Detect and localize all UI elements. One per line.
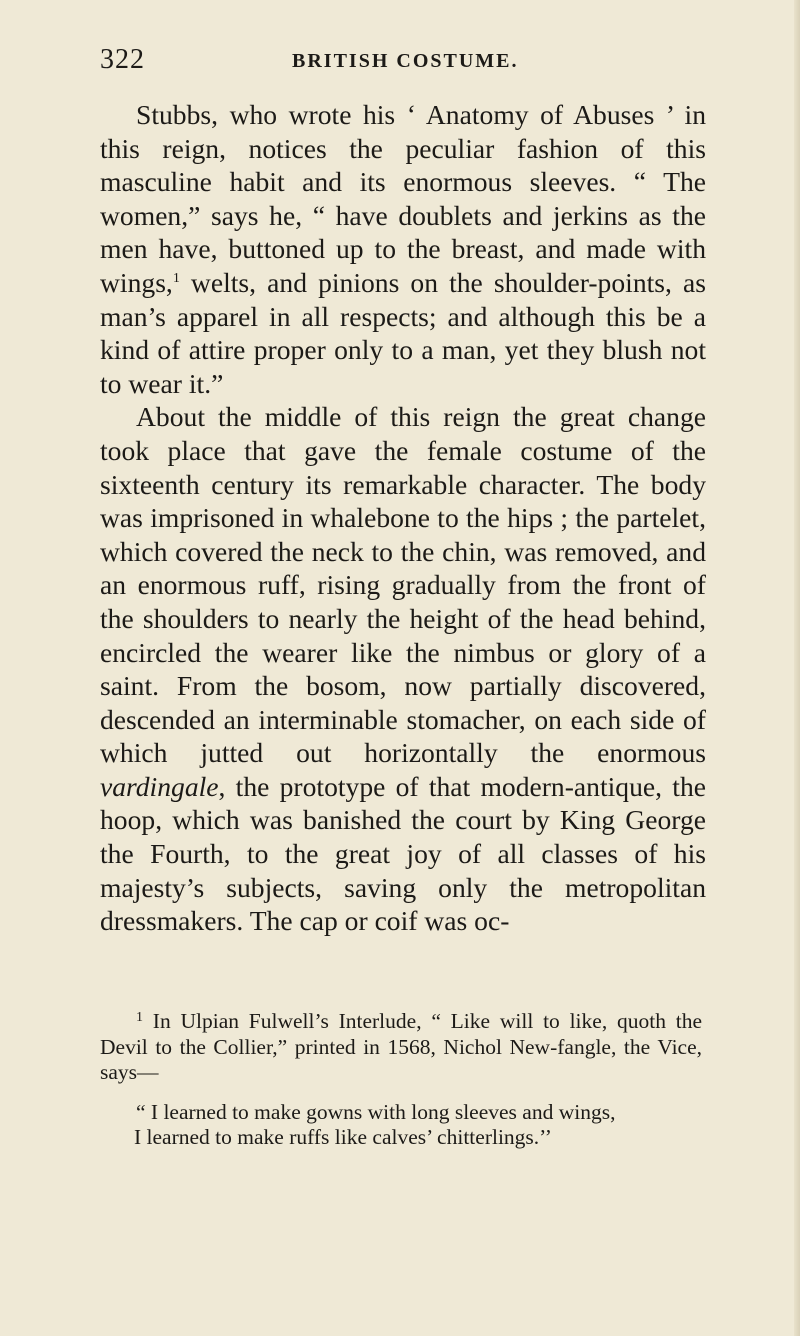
footnote-marker: 1	[136, 1010, 143, 1025]
running-title: BRITISH COSTUME.	[292, 50, 519, 72]
paragraph-2	[100, 400, 706, 938]
footnote-quote	[100, 1100, 702, 1151]
footnote-quote-line-2: I learned to make ruffs like calves’ chitterlings.’’	[134, 1125, 552, 1149]
body-text	[100, 98, 706, 938]
page-header	[100, 44, 700, 84]
footnote-1-text: In Ulpian Fulwell’s Interlude, “ Like will to like, quoth the Devil to the Collier,” printed in 1568, Nichol New-fangle, the Vice, says—	[100, 1009, 702, 1084]
paragraph-1-text-a: Stubbs, who wrote his ‘ Anatomy of Abuses ’ in this reign, notices the peculiar fashion of this masculine habit and its enormous sleeves. “ The women,” says he, “ have doublets and jerkins as the men have, buttoned up to the breast, and made with wings,	[100, 99, 706, 298]
footnote-1	[100, 1009, 702, 1086]
paragraph-2-text-a: About the middle of this reign the great change took place that gave the female costume of the sixteenth century its remarkable character. The body was imprisoned in whalebone to the hips ; the partelet, which covered the neck to the chin, was removed, and an enormous ruff, rising gradually from the front of the shoulders to nearly the height of the head behind, encircled the wearer like the nimbus or glory of a saint. From the bosom, now partially discovered, descended an interminable stomacher, on each side of which jutted out horizontally the enormous	[100, 401, 706, 769]
paragraph-2-text-b: , the prototype of that modern-antique, the hoop, which was banished the court by King George the Fourth, to the great joy of all classes of his majesty’s subjects, saving only the metropolitan dressmakers. The cap or coif was oc-	[100, 770, 706, 937]
italic-term: vardingale	[100, 770, 219, 802]
footnotes	[100, 1009, 702, 1151]
paragraph-1-text-b: welts, and pinions on the shoulder-points, as man’s apparel in all respects; and although this be a kind of attire proper only to a man, yet they blush not to wear it.”	[100, 266, 706, 399]
footnote-quote-line-1: “ I learned to make gowns with long sleeves and wings,	[136, 1099, 616, 1124]
page-edge	[794, 0, 800, 1336]
page-number: 322	[100, 44, 145, 75]
paragraph-1	[100, 98, 706, 400]
footnote-reference: 1	[172, 270, 180, 286]
